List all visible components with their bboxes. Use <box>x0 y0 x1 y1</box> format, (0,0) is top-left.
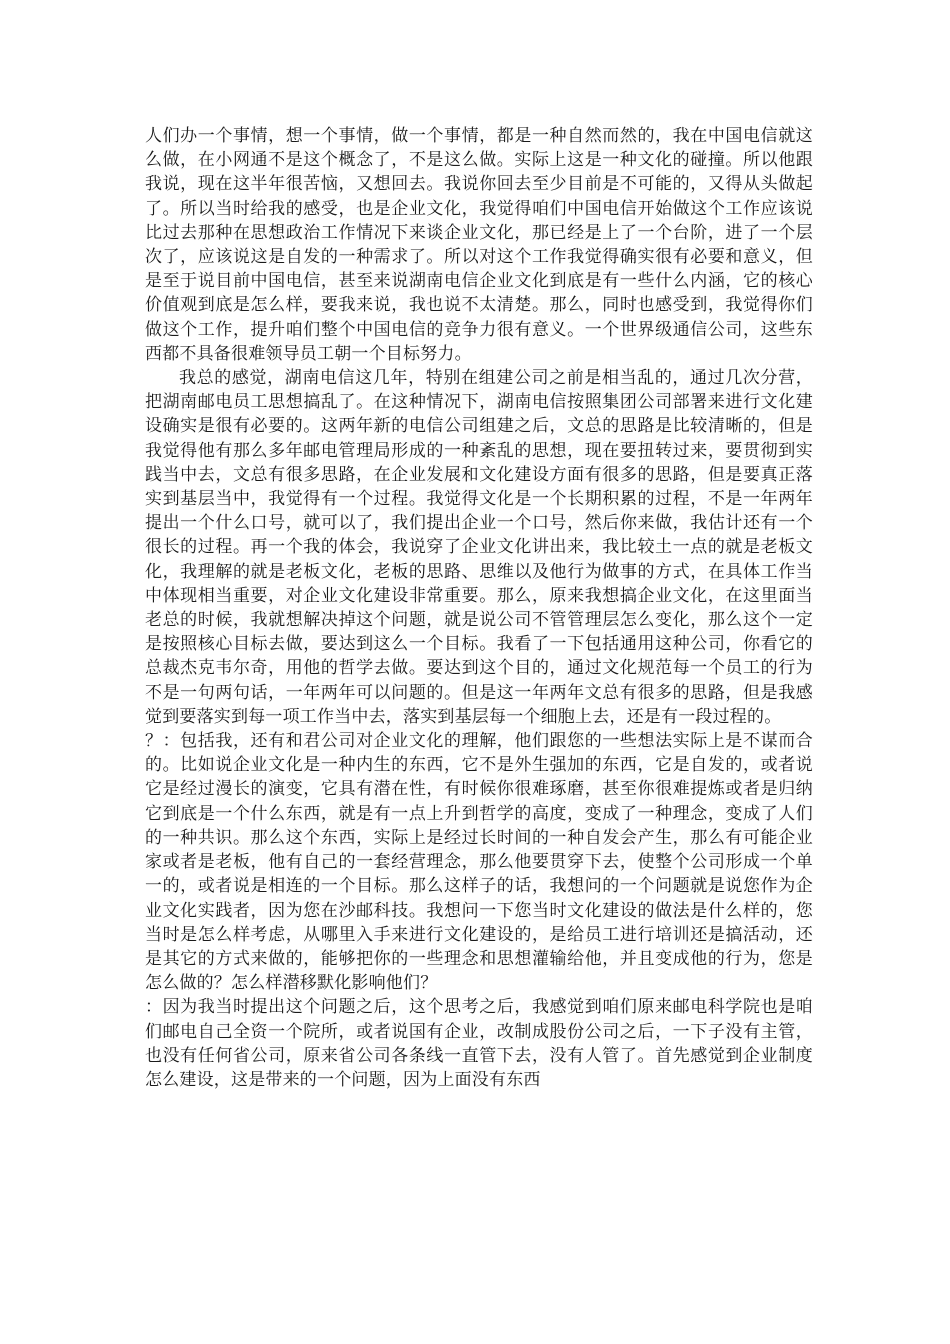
paragraph-1: 人们办一个事情，想一个事情，做一个事情，都是一种自然而然的，我在中国电信就这么做，在小网通不是这个概念了，不是这么做。实际上这是一种文化的碰撞。所以他跟我说，现在这半年很苦恼，又想回去。我说你回去至少目前是不可能的，又得从头做起了。所以当时给我的感受，也是企业文化，我觉得咱们中国电信开始做这个工作应该说比过去那种在思想政治工作情况下来谈企业文化，那已经是上了一个台阶，进了一个层次了，应该说这是自发的一种需求了。所以对这个工作我觉得确实很有必要和意义，但是至于说目前中国电信，甚至来说湖南电信企业文化到底是有一些什么内涵，它的核心价值观到底是怎么样，要我来说，我也说不太清楚。那么，同时也感受到，我觉得你们做这个工作，提升咱们整个中国电信的竞争力很有意义。一个世界级通信公司，这些东西都不具备很难领导员工朝一个目标努力。 <box>145 126 813 364</box>
document-body <box>145 124 813 1092</box>
paragraph-3-question: ？：包括我，还有和君公司对企业文化的理解，他们跟您的一些想法实际上是不谋而合的。比如说企业文化是一种内生的东西，它不是外生强加的东西，它是自发的，或者说它是经过漫长的演变，它具有潜在性，有时候你很难琢磨，甚至你很难提炼或者是归纳它到底是一个什么东西，就是有一点上升到哲学的高度，变成了一种理念，变成了人们的一种共识。那么这个东西，实际上是经过长时间的一种自发会产生，那么有可能企业家或者是老板，他有自己的一套经营理念，那么他要贯穿下去，使整个公司形成一个单一的，或者说是相连的一个目标。那么这样子的话，我想问的一个问题就是说您作为企业文化实践者，因为您在沙邮科技。我想问一下您当时文化建设的做法是什么样的，您当时是怎么样考虑，从哪里入手来进行文化建设的，是给员工进行培训还是搞活动，还是其它的方式来做的，能够把你的一些理念和思想灌输给他，并且变成他的行为，您是怎么做的？怎么样潜移默化影响他们？ <box>145 731 813 994</box>
paragraph-4-answer: ：因为我当时提出这个问题之后，这个思考之后，我感觉到咱们原来邮电科学院也是咱们邮电自己全资一个院所，或者说国有企业，改制成股份公司之后，一下子没有主管，也没有任何省公司，原来省公司各条线一直管下去，没有人管了。首先感觉到企业制度怎么建设，这是带来的一个问题，因为上面没有东西 <box>145 997 813 1090</box>
paragraph-2: 我总的感觉，湖南电信这几年，特别在组建公司之前是相当乱的，通过几次分营，把湖南邮电员工思想搞乱了。在这种情况下，湖南电信按照集团公司部署来进行文化建设确实是很有必要的。这两年新的电信公司组建之后，文总的思路是比较清晰的，但是我觉得他有那么多年邮电管理局形成的一种紊乱的思想，现在要扭转过来，要贯彻到实践当中去，文总有很多思路，在企业发展和文化建设方面有很多的思路，但是要真正落实到基层当中，我觉得有一个过程。我觉得文化是一个长期积累的过程，不是一年两年提出一个什么口号，就可以了，我们提出企业一个口号，然后你来做，我估计还有一个很长的过程。再一个我的体会，我说穿了企业文化讲出来，我比较土一点的就是老板文化，我理解的就是老板文化，老板的思路、思维以及他行为做事的方式，在具体工作当中体现相当重要，对企业文化建设非常重要。那么，原来我想搞企业文化，在这里面当老总的时候，我就想解决掉这个问题，就是说公司不管管理层怎么变化，那么这个一定是按照核心目标去做，要达到这么一个目标。我看了一下包括通用这种公司，你看它的总裁杰克韦尔奇，用他的哲学去做。要达到这个目的，通过文化规范每一个员工的行为不是一句两句话，一年两年可以问题的。但是这一年两年文总有很多的思路，但是我感觉到要落实到每一项工作当中去，落实到基层每一个细胞上去，还是有一段过程的。 <box>145 368 813 727</box>
